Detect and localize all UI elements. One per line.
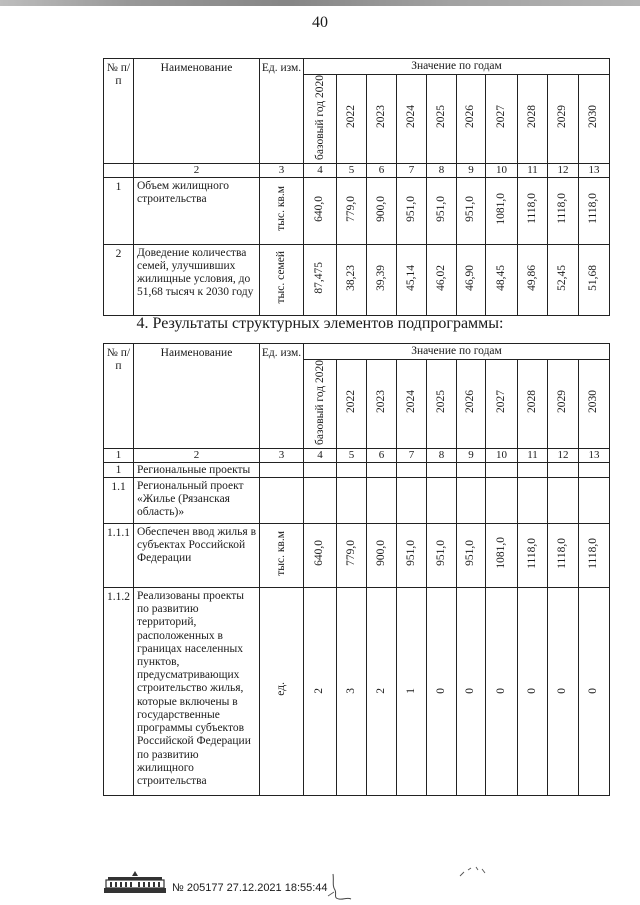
value-cell: 1118,0 <box>587 193 600 224</box>
row-unit: тыс. кв.м <box>274 186 287 231</box>
col-number: 11 <box>518 449 548 463</box>
value-cell: 951,0 <box>464 540 477 567</box>
value-cell: 951,0 <box>404 195 417 222</box>
year-header: базовый год 2020 <box>304 75 337 164</box>
row-number: 2 <box>104 244 134 315</box>
value-cell: 49,86 <box>525 264 538 291</box>
value-cell: 0 <box>494 688 507 694</box>
year-header: 2026 <box>457 360 486 449</box>
value-cell: 0 <box>464 688 477 694</box>
table-row <box>104 177 610 244</box>
table-row <box>104 244 610 315</box>
col-number: 11 <box>518 164 548 178</box>
row-number: 1 <box>104 177 134 244</box>
value-cell: 38,23 <box>344 264 357 291</box>
value-cell: 2 <box>374 688 387 694</box>
value-cell: 1118,0 <box>556 537 569 569</box>
header-unit: Ед. изм. <box>260 344 304 449</box>
header-values: Значение по годам <box>304 344 610 360</box>
year-header: 2029 <box>548 360 579 449</box>
col-number: 3 <box>260 449 304 463</box>
year-header: 2029 <box>548 75 579 164</box>
year-header: 2023 <box>367 75 397 164</box>
col-number: 8 <box>427 449 457 463</box>
row-number: 1.1.2 <box>104 587 134 795</box>
value-cell: 951,0 <box>434 540 447 567</box>
row-unit: тыс. семей <box>274 251 287 304</box>
year-header: 2024 <box>397 75 427 164</box>
year-header: 2022 <box>337 75 367 164</box>
row-name: Реализованы проекты по развитию территорий, расположенных в границах населенных пунктов, предусматривающих строительство жилья, которые включены в государственные программы субъектов Российской Федерации по развитию жилищного строительства <box>134 587 260 795</box>
value-cell: 87,475 <box>313 261 326 294</box>
value-cell: 951,0 <box>404 540 417 567</box>
value-cell: 51,68 <box>587 264 600 291</box>
value-cell: 46,90 <box>464 264 477 291</box>
value-cell: 1118,0 <box>525 193 538 224</box>
table-row <box>104 477 610 523</box>
value-cell: 779,0 <box>344 540 357 567</box>
value-cell: 779,0 <box>344 195 357 222</box>
header-values: Значение по годам <box>304 59 610 75</box>
results-table <box>103 343 610 796</box>
year-header: 2024 <box>397 360 427 449</box>
value-cell: 52,45 <box>556 264 569 291</box>
value-cell: 1 <box>404 688 417 694</box>
col-number: 2 <box>134 449 260 463</box>
col-number: 12 <box>548 449 579 463</box>
value-cell: 900,0 <box>374 195 387 222</box>
value-cell: 45,14 <box>404 264 417 291</box>
value-cell: 640,0 <box>313 195 326 222</box>
year-header: 2030 <box>579 360 610 449</box>
header-num: № п/п <box>104 344 134 449</box>
value-cell: 951,0 <box>434 195 447 222</box>
year-header: 2027 <box>486 75 518 164</box>
row-name: Доведение количества семей, улучшивших жилищные условия, до 51,68 тысяч к 2030 году <box>134 244 260 315</box>
row-unit: ед. <box>274 682 287 697</box>
col-number: 4 <box>304 164 337 178</box>
row-number: 1.1 <box>104 477 134 523</box>
value-cell: 48,45 <box>494 264 507 291</box>
row-name: Обеспечен ввод жилья в субъектах Российской Федерации <box>134 523 260 587</box>
col-number: 12 <box>548 164 579 178</box>
document-footer <box>100 868 520 904</box>
value-cell: 0 <box>587 688 600 694</box>
value-cell: 1081,0 <box>494 192 507 225</box>
row-unit: тыс. кв.м <box>274 530 287 576</box>
value-cell: 640,0 <box>313 540 326 567</box>
value-cell: 46,02 <box>434 264 447 291</box>
year-header: 2025 <box>427 75 457 164</box>
value-cell: 39,39 <box>374 264 387 291</box>
handwritten-signature-icon <box>325 872 355 902</box>
value-cell: 1118,0 <box>587 537 600 569</box>
col-number: 5 <box>337 449 367 463</box>
indicators-table <box>103 58 610 316</box>
header-unit: Ед. изм. <box>260 59 304 164</box>
col-number: 1 <box>104 449 134 463</box>
value-cell: 1081,0 <box>494 537 507 570</box>
value-cell: 900,0 <box>374 540 387 567</box>
year-header: 2025 <box>427 360 457 449</box>
col-number: 8 <box>427 164 457 178</box>
header-num: № п/п <box>104 59 134 164</box>
value-cell: 1118,0 <box>556 193 569 224</box>
year-header: 2028 <box>518 360 548 449</box>
col-number: 13 <box>579 449 610 463</box>
value-cell: 1118,0 <box>525 537 538 569</box>
col-number: 3 <box>260 164 304 178</box>
year-header: 2028 <box>518 75 548 164</box>
col-number: 10 <box>486 164 518 178</box>
year-header: базовый год 2020 <box>304 360 337 449</box>
row-name: Объем жилищного строительства <box>134 177 260 244</box>
value-cell: 0 <box>556 688 569 694</box>
government-building-seal-icon <box>102 870 168 894</box>
value-cell: 951,0 <box>464 195 477 222</box>
year-header: 2023 <box>367 360 397 449</box>
col-number: 6 <box>367 164 397 178</box>
column-number-row <box>104 164 610 178</box>
year-header: 2030 <box>579 75 610 164</box>
col-number: 2 <box>134 164 260 178</box>
row-number: 1 <box>104 462 134 477</box>
value-cell: 0 <box>525 688 538 694</box>
value-cell: 0 <box>434 688 447 694</box>
table-row <box>104 587 610 795</box>
year-header: 2022 <box>337 360 367 449</box>
col-number: 10 <box>486 449 518 463</box>
col-number: 9 <box>457 449 486 463</box>
column-number-row <box>104 449 610 463</box>
page-number: 40 <box>312 14 328 31</box>
year-header: 2026 <box>457 75 486 164</box>
col-number: 9 <box>457 164 486 178</box>
ink-marks-icon <box>458 862 494 882</box>
col-number: 7 <box>397 164 427 178</box>
section-title: 4. Результаты структурных элементов подпрограммы: <box>136 315 504 332</box>
col-number: 4 <box>304 449 337 463</box>
table-row <box>104 523 610 587</box>
value-cell: 3 <box>344 688 357 694</box>
col-number: 5 <box>337 164 367 178</box>
scan-top-edge <box>0 0 640 6</box>
row-name: Региональный проект «Жилье (Рязанская область)» <box>134 477 260 523</box>
header-name: Наименование <box>134 344 260 449</box>
row-name: Региональные проекты <box>134 462 260 477</box>
value-cell: 2 <box>313 688 326 694</box>
table-row <box>104 462 610 477</box>
col-number: 7 <box>397 449 427 463</box>
registration-stamp: № 205177 27.12.2021 18:55:44 <box>172 882 328 894</box>
header-name: Наименование <box>134 59 260 164</box>
row-number: 1.1.1 <box>104 523 134 587</box>
col-number: 6 <box>367 449 397 463</box>
year-header: 2027 <box>486 360 518 449</box>
col-number: 13 <box>579 164 610 178</box>
